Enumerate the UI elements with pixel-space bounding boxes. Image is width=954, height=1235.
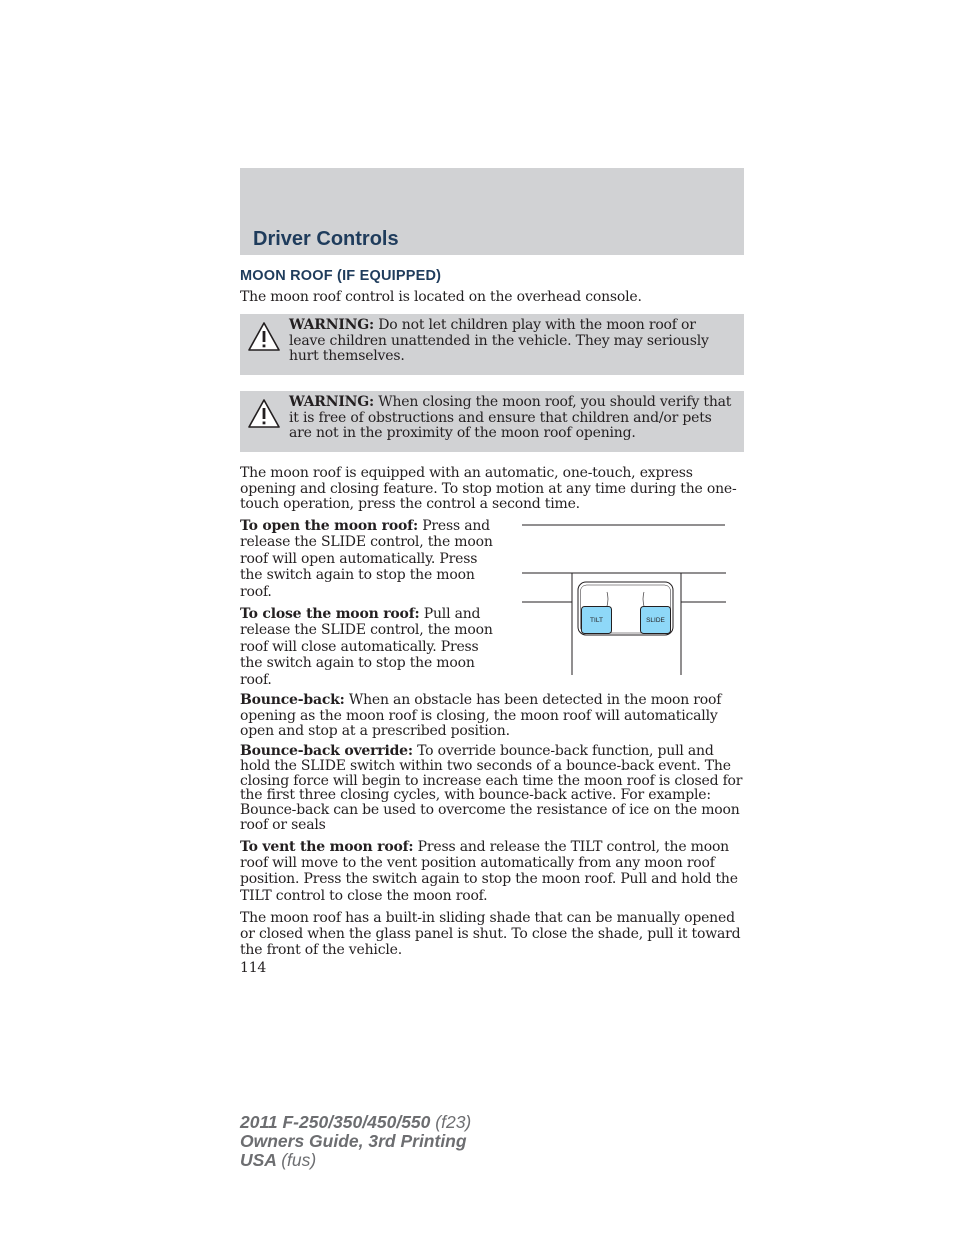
footer-line-1 <box>240 1113 471 1132</box>
moon-roof-control-diagram <box>522 524 728 676</box>
vent-label: To vent the moon roof: <box>240 839 414 855</box>
close-paragraph <box>240 606 498 688</box>
bounce-back-label: Bounce-back: <box>240 692 345 708</box>
bounce-back-override-paragraph <box>240 744 744 833</box>
bounce-back-override-text: To override bounce-back function, pull and hold the SLIDE switch within two seconds of a bounce-back event. The closing force will begin to increase each time the moon roof is closed for the first three closing cycles, with bounce-back active. For example: Bounce-back can be used to overcome the resistance of ice on the moon roof or seals <box>240 743 743 833</box>
close-label: To close the moon roof: <box>240 606 420 622</box>
open-text: Press and release the SLIDE control, the moon roof will open automatically. Press the switch again to stop the moon roof. <box>240 518 493 600</box>
section-header-band <box>240 168 744 255</box>
section-heading: MOON ROOF (IF EQUIPPED) <box>240 268 442 284</box>
slide-label: SLIDE <box>646 617 665 624</box>
open-label: To open the moon roof: <box>240 518 418 534</box>
warning-box-2 <box>240 391 744 452</box>
express-paragraph: The moon roof is equipped with an automatic, one-touch, express opening and closing feature. To stop motion at any time during the one-touch operation, press the control a second time. <box>240 465 737 512</box>
warning-text: When closing the moon roof, you should verify that it is free of obstructions and ensure that children and/or pets are not in the proximity of the moon roof opening. <box>289 394 732 441</box>
bounce-back-paragraph <box>240 693 744 740</box>
document-footer <box>240 1113 471 1170</box>
warning-triangle-icon <box>247 397 281 431</box>
footer-model-code: (f23) <box>435 1112 472 1132</box>
bounce-back-text: When an obstacle has been detected in the moon roof opening as the moon roof is closing, the moon roof will automatically open and stop at a prescribed position. <box>240 692 722 739</box>
footer-line-2: Owners Guide, 3rd Printing <box>240 1131 467 1151</box>
bounce-back-override-label: Bounce-back override: <box>240 743 413 759</box>
footer-model: 2011 F-250/350/450/550 <box>240 1112 431 1132</box>
warning-text: Do not let children play with the moon roof or leave children unattended in the vehicle. They may seriously hurt themselves. <box>289 317 709 364</box>
page-number: 114 <box>240 960 267 976</box>
warning-triangle-icon <box>247 320 281 354</box>
warning-box-1 <box>240 314 744 375</box>
warning-label: WARNING: <box>289 317 374 333</box>
footer-market-code: (fus) <box>281 1150 317 1170</box>
vent-text: Press and release the TILT control, the moon roof will move to the vent position automatically from any moon roof position. Press the switch again to stop the moon roof. Pull and hold the TILT control to close the moon roof. <box>240 839 738 904</box>
footer-line-3 <box>240 1151 471 1170</box>
close-text: Pull and release the SLIDE control, the moon roof will close automatically. Press the switch again to stop the moon roof. <box>240 606 493 688</box>
vent-paragraph <box>240 839 744 904</box>
shade-paragraph: The moon roof has a built-in sliding shade that can be manually opened or closed when the glass panel is shut. To close the shade, pull it toward the front of the vehicle. <box>240 910 741 958</box>
open-paragraph <box>240 518 498 600</box>
warning-label: WARNING: <box>289 394 374 410</box>
footer-market: USA <box>240 1150 277 1170</box>
intro-paragraph: The moon roof control is located on the overhead console. <box>240 289 642 305</box>
section-title: Driver Controls <box>253 228 399 250</box>
tilt-label: TILT <box>590 617 603 624</box>
